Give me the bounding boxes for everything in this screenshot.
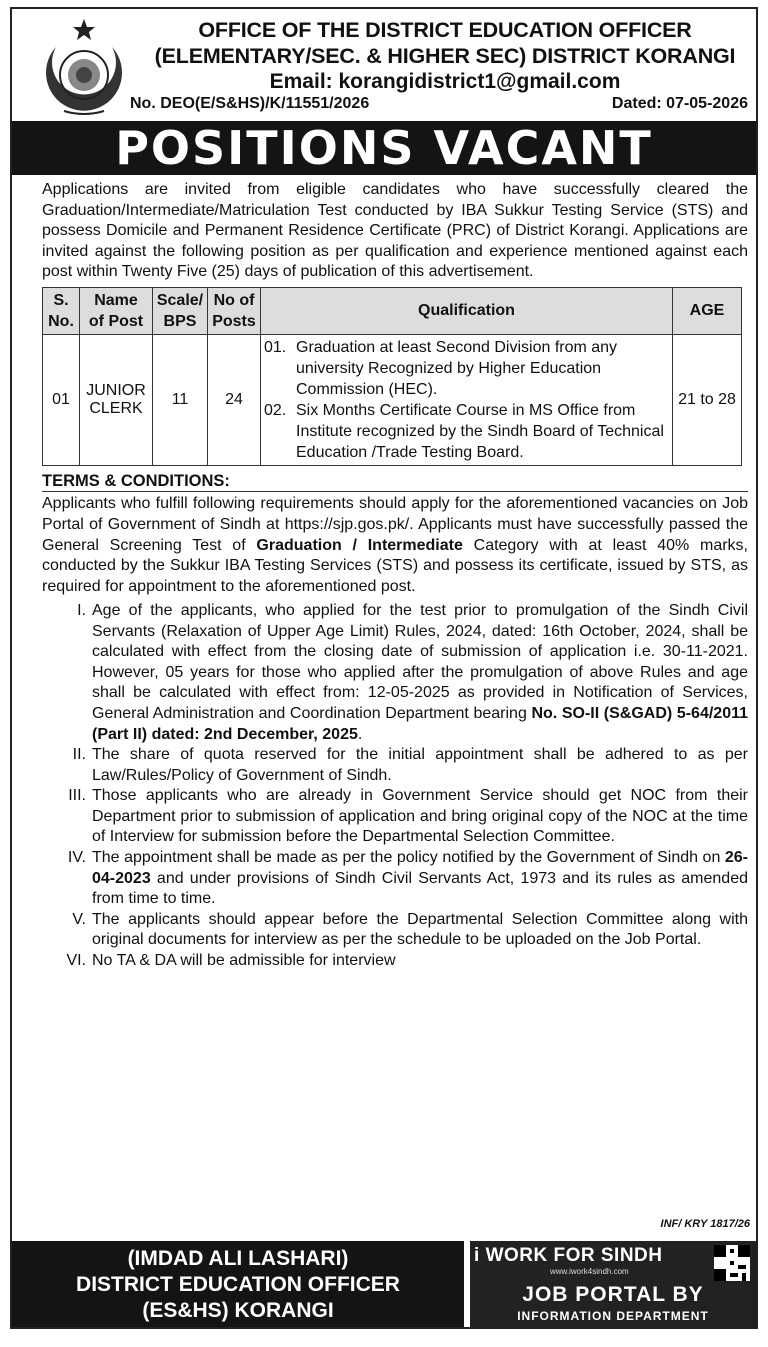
officer-name: (IMDAD ALI LASHARI)	[127, 1247, 349, 1270]
list-item: VI. No TA & DA will be admissible for interview	[66, 952, 396, 970]
terms-heading: TERMS & CONDITIONS:	[42, 471, 748, 492]
cell-qualification	[261, 334, 673, 465]
portal-line2: INFORMATION DEPARTMENT	[517, 1309, 709, 1323]
office-subtitle: (ELEMENTARY/SEC. & HIGHER SEC) DISTRICT KORANGI	[154, 44, 736, 68]
col-scale: Scale/ BPS	[153, 287, 208, 334]
terms-intro: Applicants who fulfill following requirements should apply for the aforementioned vacancies on Job Portal of Government of Sindh at https://sjp.gos.pk/. Applicants must have successfully passed the General Screening Test of Graduation / Intermediate Category with at least 40% marks, conducted by the Sukkur IBA Testing Services (STS) and possess its certificate, issued by STS, as required for appointment to the aforementioned post.	[42, 494, 748, 596]
sindh-government-seal-icon	[36, 17, 132, 121]
issue-date: Dated: 07-05-2026	[611, 95, 748, 112]
portal-line1: JOB PORTAL BY	[522, 1283, 704, 1306]
cell-scale: 11	[153, 334, 208, 465]
table-row	[43, 334, 742, 465]
portal-brand: i WORK FOR SINDH	[474, 1245, 663, 1266]
col-posts: No of Posts	[208, 287, 261, 334]
positions-vacant-banner: POSITIONS VACANT	[12, 121, 756, 175]
officer-designation: DISTRICT EDUCATION OFFICER	[76, 1273, 400, 1296]
list-item: IV. The appointment shall be made as per the policy notified by the Government of Sindh on 26-04-2023 and under provisions of Sindh Civil Servants Act, 1973 and its rules as amended from time to time.	[67, 849, 748, 908]
positions-table	[42, 287, 742, 466]
qr-code-icon	[714, 1245, 750, 1281]
qualification-item: 01. Graduation at least Second Division from any university Recognized by Higher Education Commission (HEC).	[264, 338, 618, 398]
reference-number: No. DEO(E/S&HS)/K/11551/2026	[130, 95, 370, 112]
conditions-list	[42, 601, 748, 972]
office-email: Email: korangidistrict1@gmail.com	[269, 70, 621, 93]
footer	[12, 1241, 756, 1327]
cell-name: JUNIOR CLERK	[80, 334, 153, 465]
job-portal-badge	[470, 1241, 756, 1327]
list-item: I. Age of the applicants, who applied for the test prior to promulgation of the Sindh Civil Servants (Relaxation of Upper Age Limit) Rules, 2024, dated: 16th October, 2024, shall be calculated with effect from the closing date of submission of application i.e. 30-11-2021. However, 05 years for those who applied after the promulgation of above Rules and age shall be calculated with effect from: 12-05-2025 as provided in Notification of Services, General Administration and Coordination Department bearing No. SO-II (S&GAD) 5-64/2011 (Part II) dated: 2nd December, 2025.	[77, 601, 749, 743]
col-age: AGE	[673, 287, 742, 334]
header	[12, 9, 756, 121]
inf-reference: INF/ KRY 1817/26	[660, 1218, 750, 1230]
col-qualification: Qualification	[261, 287, 673, 334]
cell-age: 21 to 28	[673, 334, 742, 465]
list-item: II. The share of quota reserved for the initial appointment shall be adhered to as per Law/Rules/Policy of Government of Sindh.	[72, 746, 748, 784]
cell-sno: 01	[43, 334, 80, 465]
cell-posts: 24	[208, 334, 261, 465]
col-name: Name of Post	[80, 287, 153, 334]
list-item: V. The applicants should appear before the Departmental Selection Committee along with original documents for interview as per the schedule to be uploaded on the Job Portal.	[72, 910, 748, 949]
intro-paragraph: Applications are invited from eligible candidates who have successfully cleared the Graduation/Intermediate/Matriculation Test conducted by IBA Sukkur Testing Service (STS) and possess Domicile and Permanent Residence Certificate (PRC) of District Korangi. Applications are invited against the following position as per qualification and experience mentioned against each post within Twenty Five (25) days of publication of this advertisement.	[42, 181, 748, 281]
info-i-icon: i	[474, 1245, 480, 1266]
office-title: OFFICE OF THE DISTRICT EDUCATION OFFICER	[198, 18, 692, 42]
signature-block	[12, 1241, 464, 1327]
list-item: III. Those applicants who are already in Government Service should get NOC from their Department prior to submission of application and bring original copy of the NOC at the time of Interview for submission before the Departmental Selection Committee.	[68, 787, 748, 846]
advertisement-page	[10, 7, 758, 1329]
portal-url: www.iwork4sindh.com	[550, 1267, 629, 1276]
officer-office: (ES&HS) KORANGI	[142, 1299, 334, 1322]
qualification-item: 02. Six Months Certificate Course in MS Office from Institute recognized by the Sindh Board of Technical Education /Trade Testing Board.	[264, 401, 664, 461]
col-sno: S. No.	[43, 287, 80, 334]
table-header-row	[43, 287, 742, 334]
